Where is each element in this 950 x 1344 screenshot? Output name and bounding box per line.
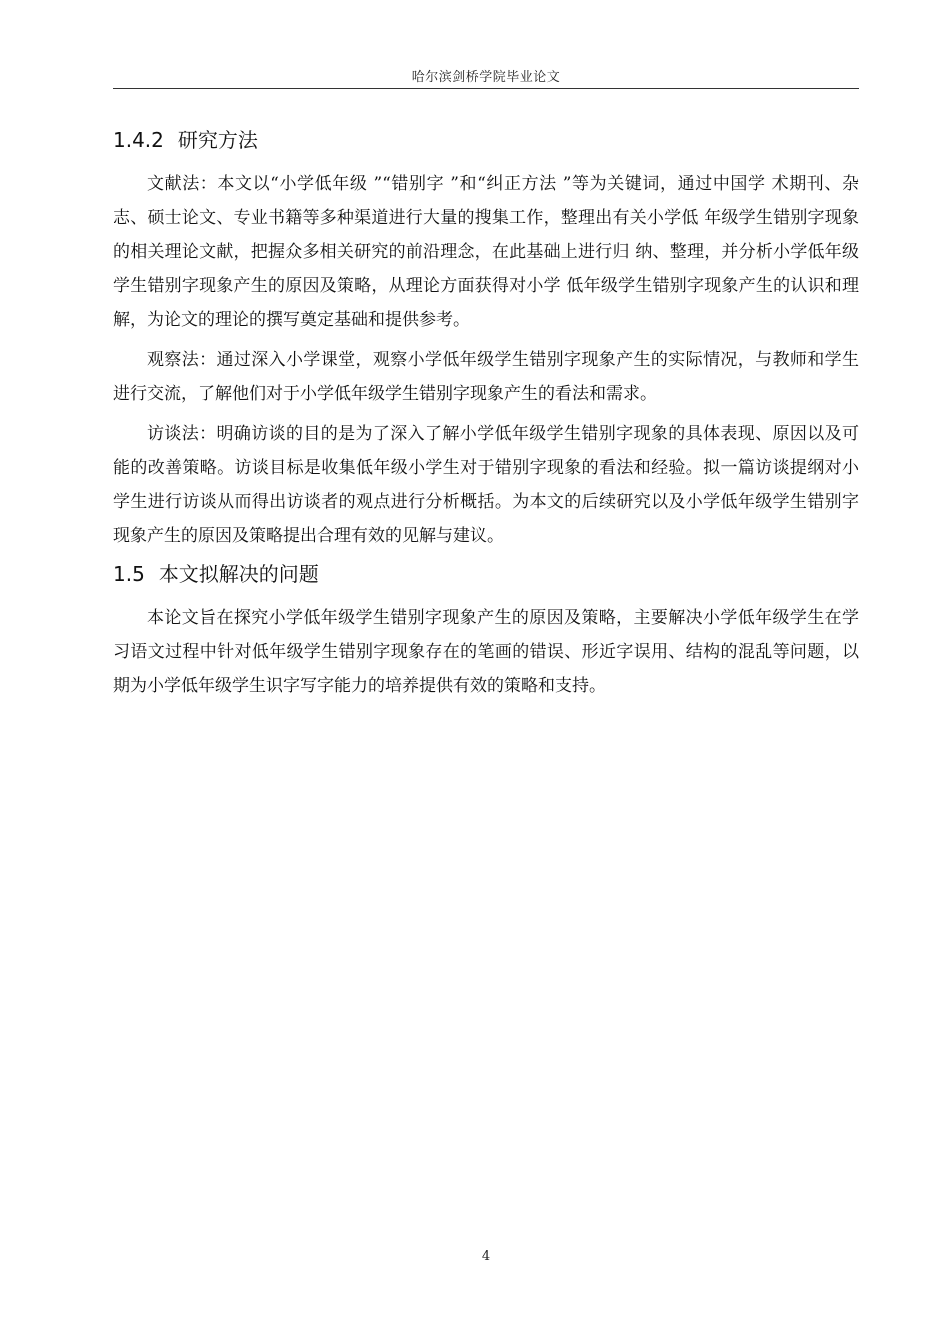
page-header: 哈尔滨剑桥学院毕业论文 xyxy=(411,70,561,85)
section-heading-1-5 xyxy=(113,559,859,589)
section-title: 研究方法 xyxy=(177,128,258,152)
paragraph-interview-method: 访谈法：明确访谈的目的是为了深入了解小学低年级学生错别字现象的具体表现、原因以及可能的改善策略。访谈目标是收集低年级小学生对于错别字现象的看法和经验。拟一篇访谈提纲对小学生进行访谈从而得出访谈者的观点进行分析概括。为本文的后续研究以及小学低年级学生错别字现象产生的原因及策略提出合理有效的见解与建议。 xyxy=(113,424,859,546)
section-number: 1.5 xyxy=(113,562,145,586)
paragraph-problems: 本论文旨在探究小学低年级学生错别字现象产生的原因及策略，主要解决小学低年级学生在学习语文过程中针对低年级学生错别字现象存在的笔画的错误、形近字误用、结构的混乱等问题，以期为小学低年级学生识字写字能力的培养提供有效的策略和支持。 xyxy=(113,608,859,696)
header-rule xyxy=(113,88,859,89)
section-title: 本文拟解决的问题 xyxy=(158,562,319,586)
page-body xyxy=(113,125,859,709)
paragraph-literature-method: 文献法：本文以“小学低年级 ”“错别字 ”和“纠正方法 ”等为关键词，通过中国学 术期刊、杂志、硕士论文、专业书籍等多种渠道进行大量的搜集工作，整理出有关小学低 年级学生错别字现象的相关理论文献，把握众多相关研究的前沿理念，在此基础上进行归 纳、整理，并分析小学低年级学生错别字现象产生的原因及策略，从理论方面获得对小学 低年级学生错别字现象产生的认识和理解，为论文的理论的撰写奠定基础和提供参考。 xyxy=(113,174,859,330)
page-number: 4 xyxy=(481,1249,491,1264)
paragraph-observation-method: 观察法：通过深入小学课堂，观察小学低年级学生错别字现象产生的实际情况，与教师和学生进行交流，了解他们对于小学低年级学生错别字现象产生的看法和需求。 xyxy=(113,350,859,404)
section-heading-1-4-2 xyxy=(113,125,859,155)
section-number: 1.4.2 xyxy=(113,128,164,152)
